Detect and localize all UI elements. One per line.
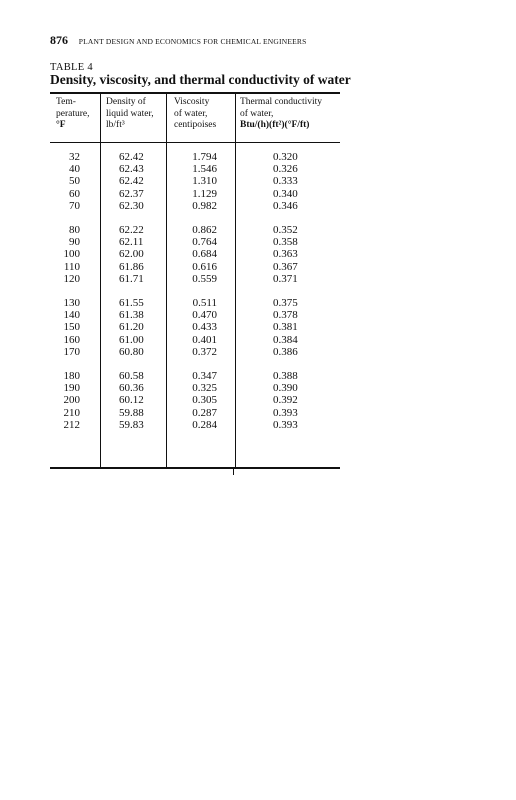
cell-temperature: 210	[63, 406, 80, 419]
cell-viscosity: 0.862	[192, 224, 217, 236]
cell-viscosity: 1.129	[192, 187, 217, 200]
cell-temperature: 212	[63, 418, 80, 431]
cell-temperature: 60	[69, 187, 80, 200]
cell-temperature: 50	[69, 175, 80, 188]
page-number: 876	[50, 33, 68, 47]
cell-density: 60.58	[119, 370, 144, 382]
running-title: PLANT DESIGN AND ECONOMICS FOR CHEMICAL ENGINEERS	[78, 37, 307, 46]
cell-conductivity: 0.352	[273, 224, 298, 236]
column-divider-3	[235, 93, 236, 467]
cell-temperature: 200	[63, 394, 80, 407]
cell-viscosity: 0.433	[192, 321, 217, 334]
cell-conductivity: 0.367	[273, 260, 298, 273]
cell-temperature: 130	[63, 297, 80, 309]
cell-conductivity: 0.346	[273, 199, 298, 212]
table-top-rule	[50, 92, 340, 94]
cell-density: 61.00	[119, 333, 144, 346]
cell-viscosity: 0.287	[192, 406, 217, 419]
cell-temperature: 40	[69, 163, 80, 176]
page-header	[50, 33, 306, 48]
cell-temperature: 100	[63, 248, 80, 261]
cell-viscosity: 1.310	[192, 175, 217, 188]
cell-conductivity: 0.320	[273, 151, 298, 163]
cell-density: 61.55	[119, 297, 144, 309]
cell-temperature: 180	[63, 370, 80, 382]
cell-conductivity: 0.388	[273, 370, 298, 382]
column-divider-2	[166, 93, 167, 467]
cell-density: 62.42	[119, 175, 144, 188]
cell-conductivity: 0.384	[273, 333, 298, 346]
cell-viscosity: 0.511	[192, 297, 217, 309]
cell-density: 61.38	[119, 309, 144, 322]
cell-conductivity: 0.393	[273, 418, 298, 431]
cell-density: 60.36	[119, 382, 144, 395]
cell-viscosity: 0.982	[192, 199, 217, 212]
bottom-tick	[233, 467, 234, 475]
cell-conductivity: 0.363	[273, 248, 298, 261]
table-bottom-rule	[50, 467, 340, 469]
cell-density: 62.43	[119, 163, 144, 176]
header-bottom-rule	[50, 142, 340, 143]
cell-conductivity: 0.375	[273, 297, 298, 309]
cell-viscosity: 0.284	[192, 418, 217, 431]
cell-temperature: 140	[63, 309, 80, 322]
cell-viscosity: 1.546	[192, 163, 217, 176]
cell-conductivity: 0.333	[273, 175, 298, 188]
col-header-temperature: Tem- perature, °F	[56, 97, 90, 130]
cell-temperature: 160	[63, 333, 80, 346]
cell-conductivity: 0.358	[273, 236, 298, 249]
cell-density: 62.37	[119, 187, 144, 200]
cell-density: 62.42	[119, 151, 144, 163]
cell-temperature: 190	[63, 382, 80, 395]
cell-viscosity: 0.305	[192, 394, 217, 407]
cell-conductivity: 0.390	[273, 382, 298, 395]
cell-viscosity: 0.325	[192, 382, 217, 395]
cell-temperature: 80	[69, 224, 80, 236]
cell-conductivity: 0.392	[273, 394, 298, 407]
cell-density: 62.11	[119, 236, 144, 249]
cell-temperature: 110	[63, 260, 80, 273]
cell-conductivity: 0.378	[273, 309, 298, 322]
cell-viscosity: 0.401	[192, 333, 217, 346]
cell-conductivity: 0.381	[273, 321, 298, 334]
cell-viscosity: 0.559	[192, 272, 217, 285]
cell-density: 60.12	[119, 394, 144, 407]
cell-temperature: 150	[63, 321, 80, 334]
column-divider-1	[100, 93, 101, 467]
cell-density: 61.20	[119, 321, 144, 334]
cell-viscosity: 0.347	[192, 370, 217, 382]
cell-density: 62.30	[119, 199, 144, 212]
cell-density: 59.83	[119, 418, 144, 431]
cell-temperature: 170	[63, 345, 80, 358]
cell-conductivity: 0.386	[273, 345, 298, 358]
cell-conductivity: 0.371	[273, 272, 298, 285]
cell-temperature: 32	[69, 151, 80, 163]
cell-viscosity: 1.794	[192, 151, 217, 163]
cell-viscosity: 0.372	[192, 345, 217, 358]
cell-temperature: 90	[69, 236, 80, 249]
cell-viscosity: 0.616	[192, 260, 217, 273]
cell-conductivity: 0.326	[273, 163, 298, 176]
table-title: Density, viscosity, and thermal conductivity of water	[50, 72, 351, 87]
col-header-density: Density of liquid water, lb/ft³	[106, 97, 154, 130]
table-label: TABLE 4	[50, 62, 93, 73]
cell-density: 59.88	[119, 406, 144, 419]
cell-density: 60.80	[119, 345, 144, 358]
cell-density: 62.22	[119, 224, 144, 236]
cell-viscosity: 0.684	[192, 248, 217, 261]
cell-viscosity: 0.764	[192, 236, 217, 249]
cell-temperature: 70	[69, 199, 80, 212]
cell-temperature: 120	[63, 272, 80, 285]
cell-density: 61.71	[119, 272, 144, 285]
cell-viscosity: 0.470	[192, 309, 217, 322]
cell-density: 61.86	[119, 260, 144, 273]
cell-conductivity: 0.340	[273, 187, 298, 200]
col-header-viscosity: Viscosity of water, centipoises	[174, 97, 217, 130]
cell-density: 62.00	[119, 248, 144, 261]
cell-conductivity: 0.393	[273, 406, 298, 419]
col-header-conductivity: Thermal conductivity of water, Btu/(h)(ft²)(°F/ft)	[240, 97, 323, 130]
